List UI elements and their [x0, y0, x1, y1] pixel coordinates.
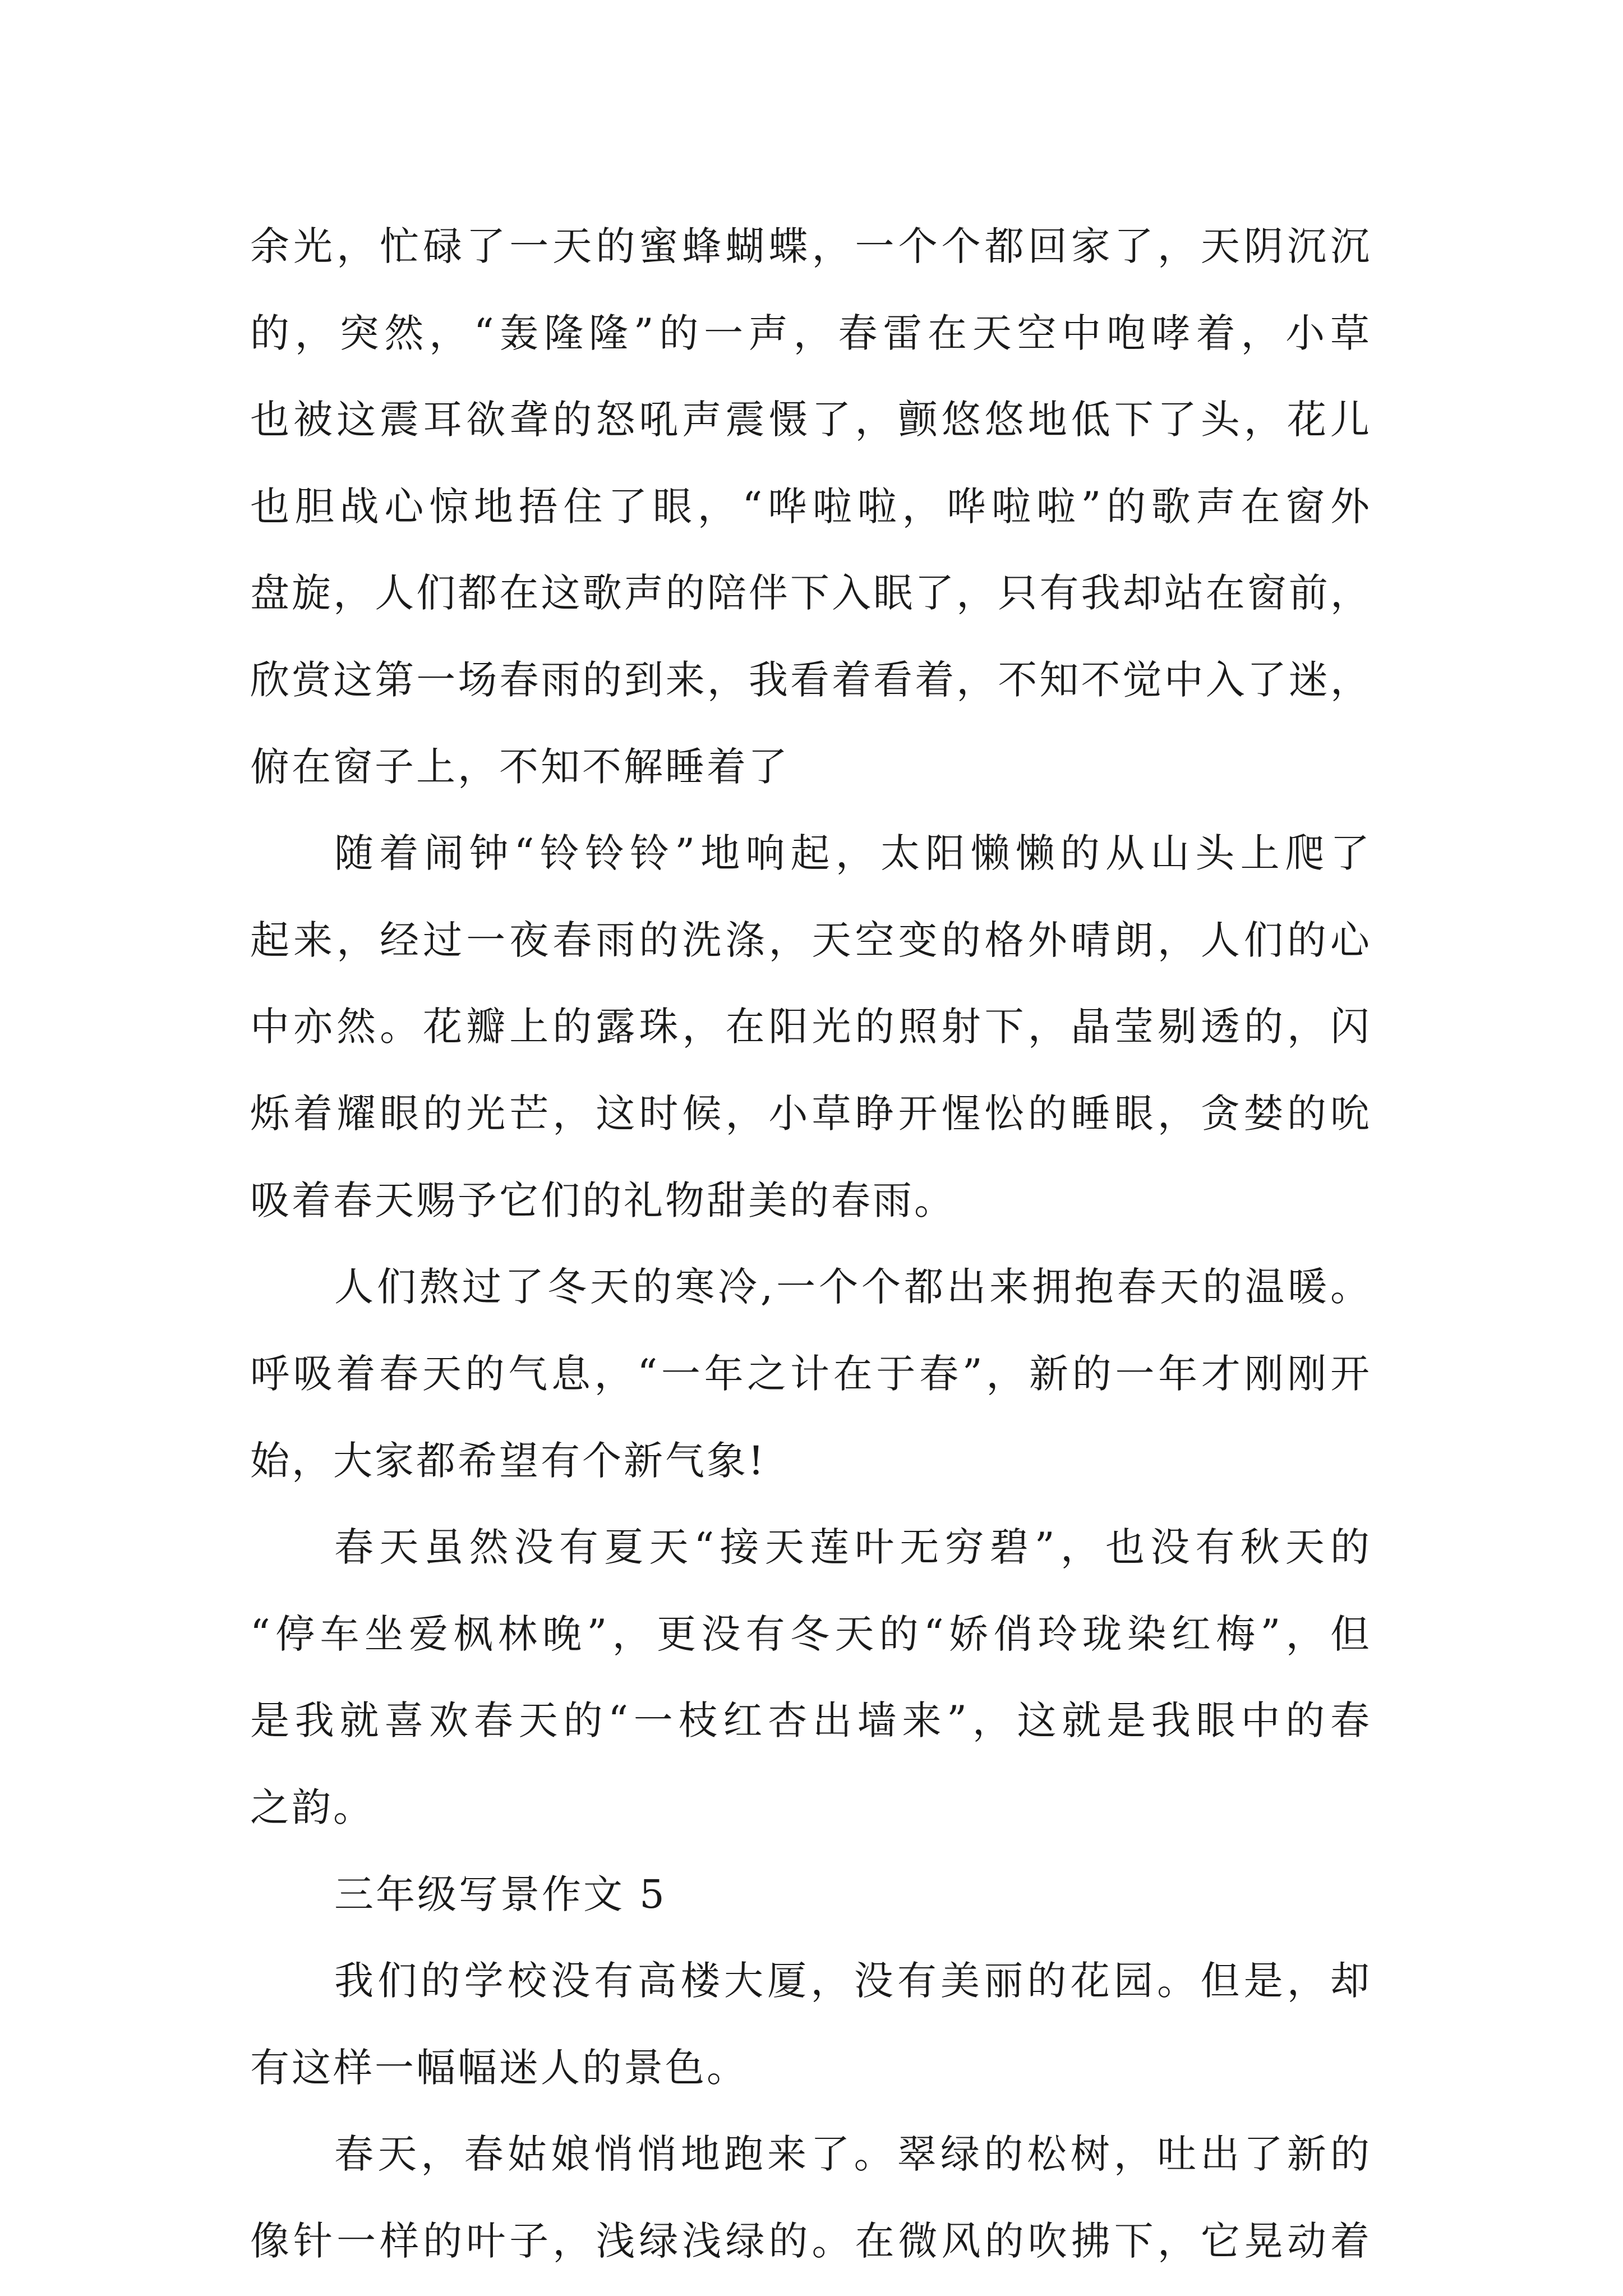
text-line: 欣赏这第一场春雨的到来，我看着看着，不知不觉中入了迷， — [250, 657, 1372, 703]
paragraph-first-line: 春天，春姑娘悄悄地跑来了。翠绿的松树，吐出了新的 — [334, 2131, 1372, 2177]
paragraph-first-line: 随着闹钟“铃铃铃”地响起，太阳懒懒的从山头上爬了 — [334, 830, 1372, 876]
text-line: 呼吸着春天的气息，“一年之计在于春”，新的一年才刚刚开 — [250, 1351, 1372, 1397]
text-line: 是我就喜欢春天的“一枝红杏出墙来”，这就是我眼中的春 — [250, 1697, 1372, 1743]
text-line: 的，突然，“轰隆隆”的一声，春雷在天空中咆哮着，小草 — [250, 310, 1372, 356]
section-heading: 三年级写景作文 5 — [334, 1871, 667, 1917]
text-line: 俯在窗子上，不知不解睡着了 — [250, 744, 790, 790]
paragraph-first-line: 春天虽然没有夏天“接天莲叶无穷碧”，也没有秋天的 — [334, 1524, 1372, 1570]
text-line: 烁着耀眼的光芒，这时候，小草睁开惺忪的睡眼，贪婪的吮 — [250, 1091, 1372, 1137]
text-line: 之韵。 — [250, 1784, 375, 1830]
text-line: 余光，忙碌了一天的蜜蜂蝴蝶，一个个都回家了，天阴沉沉 — [250, 223, 1372, 269]
text-line: 始，大家都希望有个新气象! — [250, 1438, 767, 1484]
text-line: 也胆战心惊地捂住了眼，“哗啦啦，哗啦啦”的歌声在窗外 — [250, 484, 1372, 530]
text-line: 起来，经过一夜春雨的洗涤，天空变的格外晴朗，人们的心 — [250, 917, 1372, 963]
text-line: 吸着春天赐予它们的礼物甜美的春雨。 — [250, 1177, 956, 1223]
text-line: “停车坐爱枫林晚”，更没有冬天的“娇俏玲珑染红梅”，但 — [250, 1611, 1372, 1657]
paragraph-first-line: 我们的学校没有高楼大厦，没有美丽的花园。但是，却 — [334, 1958, 1372, 2004]
paragraph-first-line: 人们熬过了冬天的寒冷,一个个都出来拥抱春天的温暖。 — [334, 1264, 1372, 1310]
text-line: 有这样一幅幅迷人的景色。 — [250, 2045, 748, 2091]
text-line: 像针一样的叶子，浅绿浅绿的。在微风的吹拂下，它晃动着 — [250, 2218, 1372, 2264]
text-line: 中亦然。花瓣上的露珠，在阳光的照射下，晶莹剔透的，闪 — [250, 1004, 1372, 1050]
text-line: 也被这震耳欲聋的怒吼声震慑了，颤悠悠地低下了头，花儿 — [250, 397, 1372, 443]
text-line: 盘旋，人们都在这歌声的陪伴下入眠了，只有我却站在窗前， — [250, 570, 1372, 616]
